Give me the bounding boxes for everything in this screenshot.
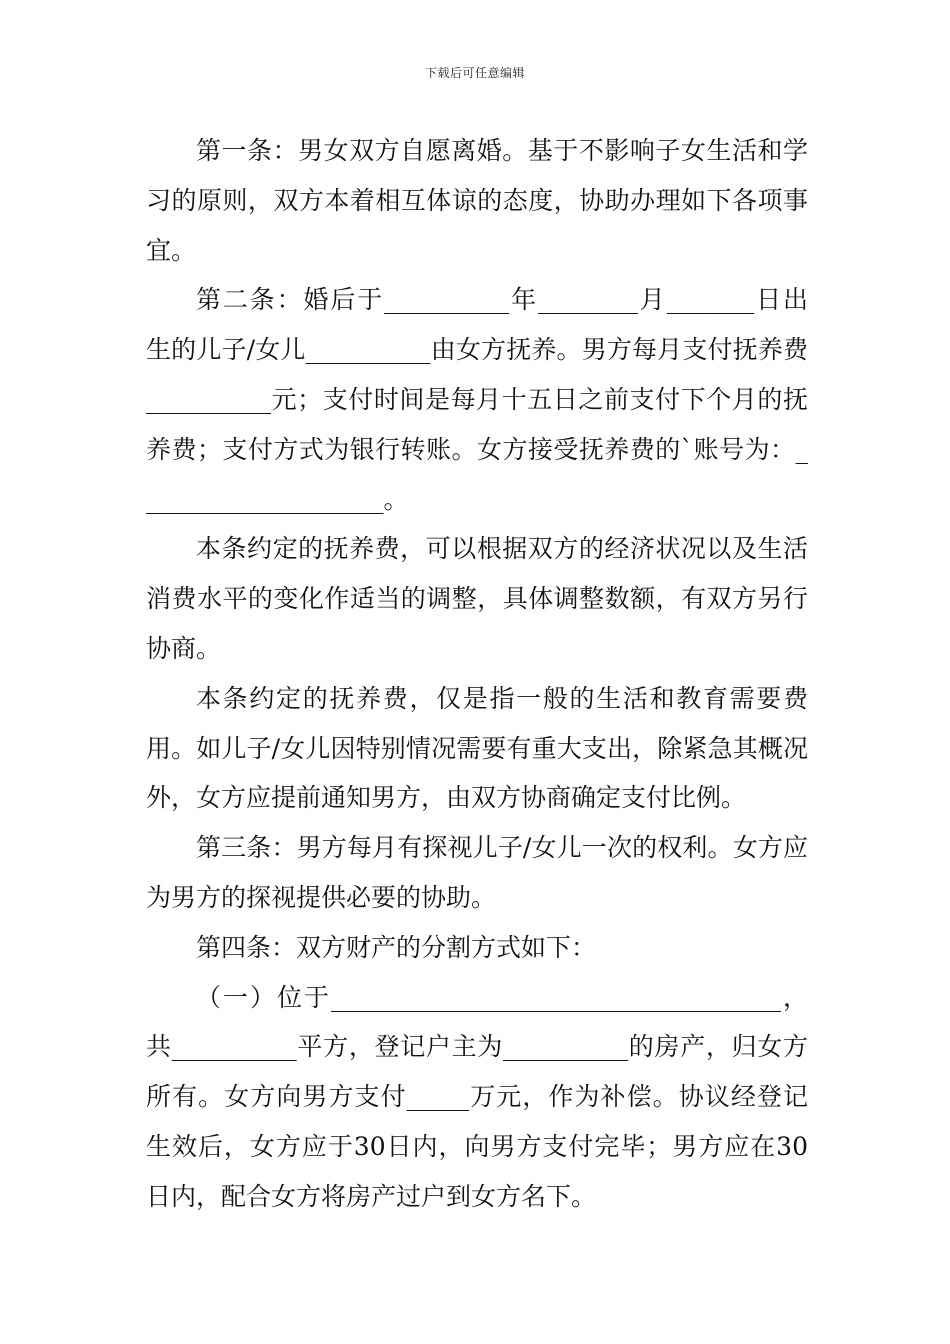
header-note: 下载后可任意编辑 [424, 66, 525, 80]
document-body [146, 126, 808, 1222]
paragraph-article-4: 第四条：双方财产的分割方式如下： [196, 932, 597, 962]
paragraph-support-scope: 本条约定的抚养费，仅是指一般的生活和教育需要费用。如儿子/女儿因特别情况需要有重大支出，除紧急其概况外，女方应提前通知男方，由双方协商确定支付比例。 [146, 683, 808, 813]
paragraph-support-adjustment: 本条约定的抚养费，可以根据双方的经济状况以及生活消费水平的变化作适当的调整，具体调整数额，有双方另行协商。 [146, 534, 808, 663]
paragraph-article-2: 第二条：婚后于__________年________月_______日出生的儿子/女儿__________由女方抚养。男方每月支付抚养费__________元；支付时间是每月十五日之前支付下个月的抚养费；支付方式为银行转账。女方接受抚养费的`账号为：____________________。 [146, 285, 808, 514]
paragraph-property-item-1: （一）位于____________________________________，共__________平方，登记户主为__________的房产，归女方所有。女方向男方支付_____万元，作为补偿。协议经登记生效后，女方应于30日内，向男方支付完毕；男方应在30日内，配合女方将房产过户到女方名下。 [146, 982, 808, 1211]
paragraph-article-1: 第一条：男女双方自愿离婚。基于不影响子女生活和学习的原则，双方本着相互体谅的态度，协助办理如下各项事宜。 [146, 136, 808, 265]
paragraph-article-3: 第三条：男方每月有探视儿子/女儿一次的权利。女方应为男方的探视提供必要的协助。 [146, 833, 808, 912]
